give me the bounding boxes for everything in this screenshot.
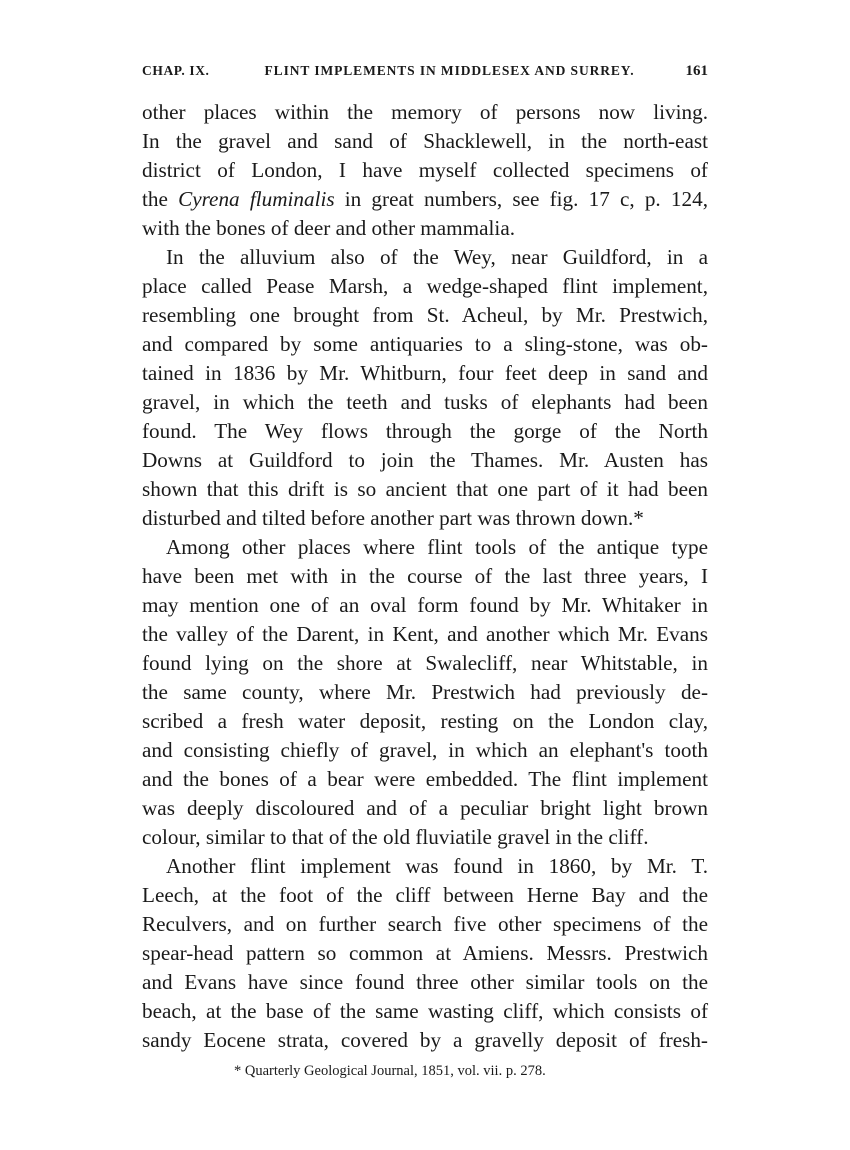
text-line: Among other places where flint tools of the antique type <box>166 535 708 559</box>
text-line: with the bones of deer and other mammalia. <box>142 216 516 240</box>
footnote: * Quarterly Geological Journal, 1851, vol. vii. p. 278. <box>234 1063 546 1079</box>
text-line: In the gravel and sand of Shacklewell, in the north-east <box>142 129 708 153</box>
text-line: the valley of the Darent, in Kent, and another which Mr. Evans <box>142 622 708 646</box>
text-line: the same county, where Mr. Prestwich had previously de- <box>142 680 708 704</box>
running-head <box>142 58 708 98</box>
paragraph <box>142 852 708 1055</box>
paragraph <box>142 243 708 533</box>
text-line: found. The Wey flows through the gorge of the North <box>142 419 708 443</box>
text-line: tained in 1836 by Mr. Whitburn, four feet deep in sand and <box>142 361 708 385</box>
text-line: have been met with in the course of the last three years, I <box>142 564 708 588</box>
text-line: district of London, I have myself collected specimens of <box>142 158 708 182</box>
text-line: Another flint implement was found in 1860, by Mr. T. <box>166 854 708 878</box>
text-line: place called Pease Marsh, a wedge-shaped flint implement, <box>142 274 708 298</box>
paragraph <box>142 533 708 852</box>
text-fragment: the <box>142 187 179 211</box>
text-line: shown that this drift is so ancient that one part of it had been <box>142 477 708 501</box>
running-title: FLINT IMPLEMENTS IN MIDDLESEX AND SURREY. <box>264 63 635 78</box>
text-line: and Evans have since found three other similar tools on the <box>142 970 708 994</box>
chapter-label: CHAP. IX. <box>142 63 210 78</box>
text-line: found lying on the shore at Swalecliff, near Whitstable, in <box>142 651 708 675</box>
text-line: colour, similar to that of the old fluviatile gravel in the cliff. <box>142 825 649 849</box>
text-line: and compared by some antiquaries to a sling-stone, was ob- <box>142 332 708 356</box>
text-line: was deeply discoloured and of a peculiar bright light brown <box>142 796 708 820</box>
text-line: spear-head pattern so common at Amiens. Messrs. Prestwich <box>142 941 708 965</box>
text-line: disturbed and tilted before another part was thrown down.* <box>142 506 644 530</box>
text-line: and the bones of a bear were embedded. The flint implement <box>142 767 708 791</box>
page-number: 161 <box>685 63 708 79</box>
text-line: Reculvers, and on further search five other specimens of the <box>142 912 708 936</box>
text-line: gravel, in which the teeth and tusks of elephants had been <box>142 390 708 414</box>
text-line: may mention one of an oval form found by Mr. Whitaker in <box>142 593 708 617</box>
text-line: Downs at Guildford to join the Thames. Mr. Austen has <box>142 448 708 472</box>
paragraph <box>142 98 708 243</box>
text-line: sandy Eocene strata, covered by a gravelly deposit of fresh- <box>142 1028 708 1052</box>
text-line-with-italic <box>142 185 708 214</box>
body-text <box>142 98 708 1055</box>
text-line: In the alluvium also of the Wey, near Guildford, in a <box>166 245 708 269</box>
text-line: and consisting chiefly of gravel, in which an elephant's tooth <box>142 738 708 762</box>
species-name: Cyrena fluminalis <box>178 187 335 211</box>
book-page <box>142 58 708 1081</box>
text-fragment: in great numbers, see fig. 17 c, p. 124, <box>334 187 708 211</box>
text-line: scribed a fresh water deposit, resting on the London clay, <box>142 709 708 733</box>
text-line: other places within the memory of persons now living. <box>142 100 708 124</box>
text-line: beach, at the base of the same wasting cliff, which consists of <box>142 999 708 1023</box>
text-line: resembling one brought from St. Acheul, by Mr. Prestwich, <box>142 303 708 327</box>
text-line: Leech, at the foot of the cliff between Herne Bay and the <box>142 883 708 907</box>
